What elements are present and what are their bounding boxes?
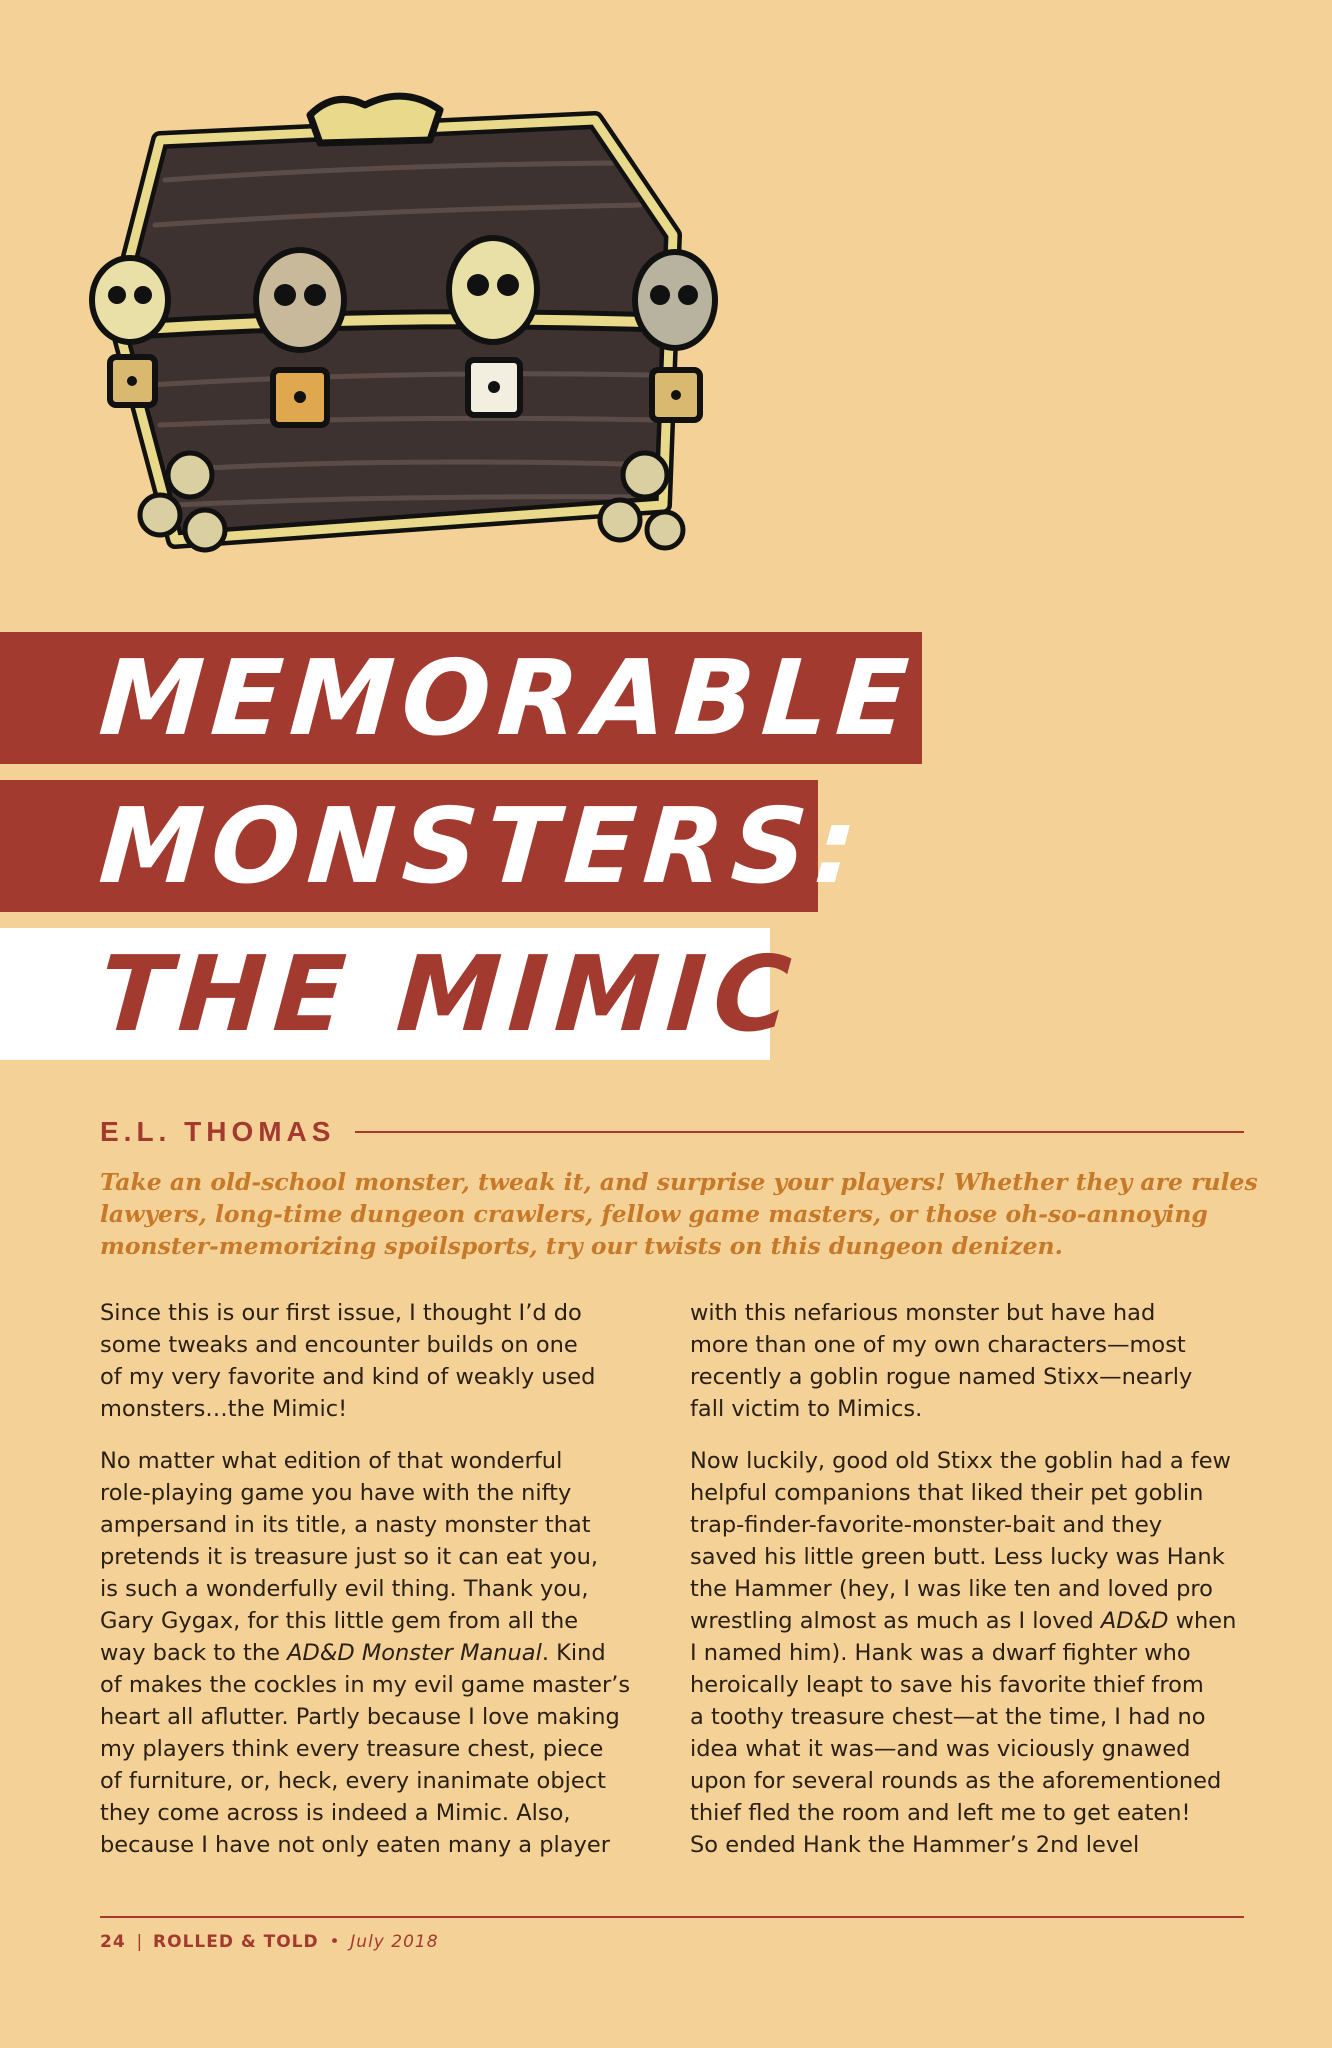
text-line: pretends it is treasure just so it can eat you, [100, 1544, 598, 1570]
deck-line: monster-memorizing spoilsports, try our twists on this dungeon denizen. [100, 1232, 1063, 1260]
text-run: . Kind [541, 1640, 606, 1666]
title-banner-2 [0, 780, 869, 912]
text-line: with this nefarious monster but have had [690, 1300, 1156, 1326]
footer-bullet: • [329, 1932, 340, 1952]
text-line: saved his little green butt. Less lucky was Hank [690, 1544, 1225, 1570]
text-run: when [1168, 1608, 1237, 1634]
text-line: because I have not only eaten many a player [100, 1832, 610, 1858]
byline [100, 1112, 1244, 1152]
text-line: is such a wonderfully evil thing. Thank you, [100, 1576, 589, 1602]
text-line: more than one of my own characters—most [690, 1332, 1186, 1358]
publication-name: ROLLED & TOLD [153, 1932, 319, 1952]
text-line: some tweaks and encounter builds on one [100, 1332, 578, 1358]
title-line-1: MEMORABLE [95, 637, 920, 759]
game-title: AD&D [1100, 1608, 1169, 1634]
text-line: thief fled the room and left me to get eaten! [690, 1800, 1191, 1826]
text-line: I named him). Hank was a dwarf fighter who [690, 1640, 1191, 1666]
title-banner-1 [0, 632, 922, 764]
text-line: my players think every treasure chest, piece [100, 1736, 604, 1762]
deck-line: lawyers, long-time dungeon crawlers, fellow game masters, or those oh-so-annoying [100, 1200, 1208, 1228]
text-line: a toothy treasure chest—at the time, I had no [690, 1704, 1206, 1730]
text-line: heroically leapt to save his favorite thief from [690, 1672, 1204, 1698]
body-column-2 [690, 1297, 1260, 1881]
paragraph [690, 1445, 1260, 1861]
title-line-3: THE MIMIC [95, 933, 803, 1055]
author-name: E.L. THOMAS [100, 1116, 336, 1147]
text-line: recently a goblin rogue named Stixx—nearly [690, 1364, 1193, 1390]
text-line: they come across is indeed a Mimic. Also, [100, 1800, 571, 1826]
footer-rule [100, 1916, 1244, 1918]
deck-line: Take an old-school monster, tweak it, and surprise your players! Whether they are rules [100, 1168, 1258, 1196]
page-footer [100, 1932, 439, 1952]
text-line [690, 1605, 1260, 1637]
text-line: trap-finder-favorite-monster-bait and they [690, 1512, 1163, 1538]
book-title: AD&D Monster Manual [287, 1640, 542, 1666]
text-line: Since this is our first issue, I thought I’d do [100, 1300, 582, 1326]
page-number: 24 [100, 1932, 126, 1952]
text-line: ampersand in its title, a nasty monster that [100, 1512, 591, 1538]
paragraph [690, 1297, 1260, 1425]
text-line: fall victim to Mimics. [690, 1396, 923, 1422]
treasure-chest-icon [75, 85, 755, 585]
text-line: upon for several rounds as the aforementioned [690, 1768, 1222, 1794]
text-line: of my very favorite and kind of weakly used [100, 1364, 596, 1390]
text-line: So ended Hank the Hammer’s 2nd level [690, 1832, 1140, 1858]
text-line: No matter what edition of that wonderful [100, 1448, 563, 1474]
paragraph [100, 1297, 670, 1425]
text-line: Now luckily, good old Stixx the goblin had a few [690, 1448, 1231, 1474]
text-line [100, 1637, 670, 1669]
text-line: Gary Gygax, for this little gem from all the [100, 1608, 579, 1634]
text-line: helpful companions that liked their pet goblin [690, 1480, 1204, 1506]
mimic-chest-illustration [75, 85, 755, 585]
text-line: of furniture, or, heck, every inanimate object [100, 1768, 606, 1794]
title-banner-3 [0, 928, 803, 1060]
text-line: monsters…the Mimic! [100, 1396, 348, 1422]
text-line: of makes the cockles in my evil game master’s [100, 1672, 631, 1698]
article-deck [100, 1166, 1258, 1262]
paragraph [100, 1445, 670, 1861]
title-line-2: MONSTERS: [95, 785, 869, 907]
text-line: idea what it was—and was viciously gnawed [690, 1736, 1191, 1762]
text-line: heart all aflutter. Partly because I love making [100, 1704, 620, 1730]
footer-separator: | [136, 1932, 143, 1952]
byline-rule [355, 1131, 1244, 1133]
body-column-1 [100, 1297, 670, 1881]
text-line: the Hammer (hey, I was like ten and loved pro [690, 1576, 1213, 1602]
text-run: wrestling almost as much as I loved [690, 1608, 1101, 1634]
text-line: role-playing game you have with the nifty [100, 1480, 572, 1506]
issue-date: July 2018 [350, 1932, 439, 1952]
text-run: way back to the [100, 1640, 288, 1666]
